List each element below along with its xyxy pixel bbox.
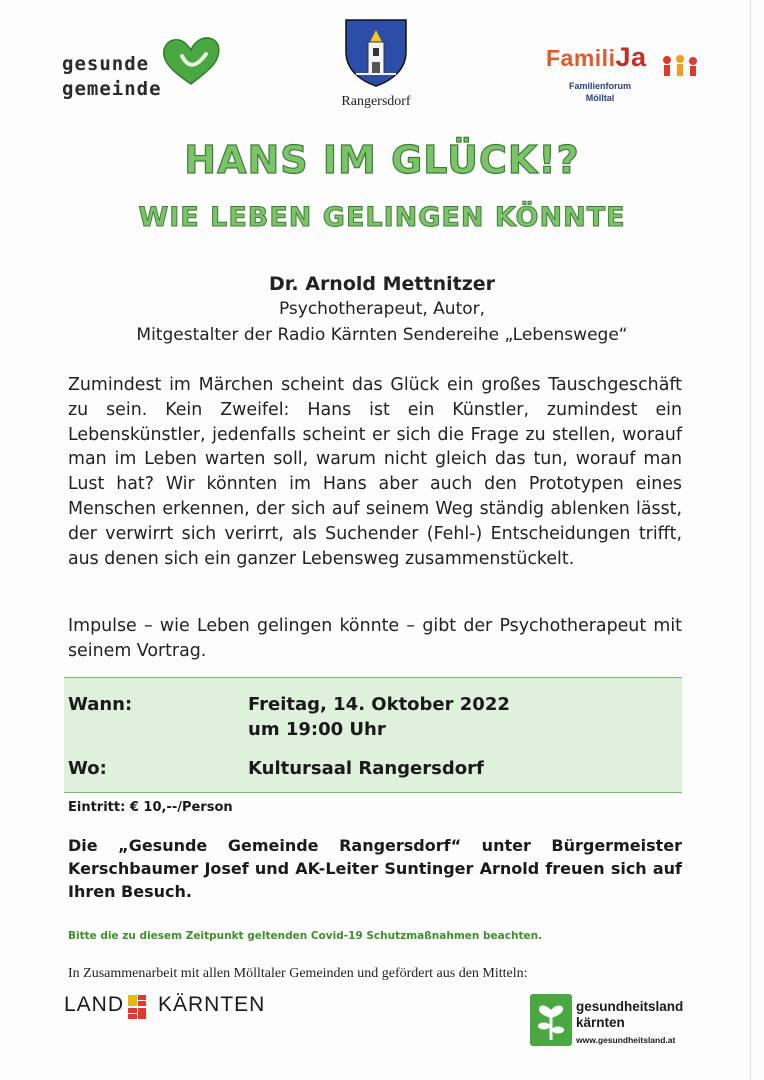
covid-note: Bitte die zu diesem Zeitpunkt geltenden Covid-19 Schutzmaßnahmen beachten. <box>68 930 543 942</box>
familija-subtitle <box>550 80 650 104</box>
event-info-box <box>64 677 682 793</box>
land-kaernten-mark-icon <box>126 995 148 1019</box>
familija-logo-word <box>546 42 647 73</box>
land-kaernten-kaernten: KÄRNTEN <box>158 993 266 1016</box>
when-time: um 19:00 Uhr <box>248 719 386 740</box>
main-title: HANS IM GLÜCK!? <box>184 138 580 182</box>
speaker-name: Dr. Arnold Mettnitzer <box>268 273 496 295</box>
land-kaernten-land: LAND <box>64 993 125 1016</box>
speaker-role-line2: Mitgestalter der Radio Kärnten Sendereihe „Lebenswege“ <box>136 325 628 345</box>
gesundheitsland-line2: kärnten <box>576 1015 625 1030</box>
gesunde-gemeinde-logo-text <box>62 52 162 102</box>
sub-title: WIE LEBEN GELINGEN KÖNNTE <box>138 202 626 233</box>
gesundheitsland-text <box>576 999 683 1031</box>
familija-ja: Ja <box>615 42 647 72</box>
familija-sub-line1: Familienforum <box>568 81 631 91</box>
where-value: Kultursaal Rangersdorf <box>248 758 484 779</box>
when-date: Freitag, 14. Oktober 2022 <box>248 694 510 715</box>
familija-word: Famili <box>546 45 616 71</box>
crest-label: Rangersdorf <box>341 94 411 109</box>
children-icon <box>660 52 700 82</box>
cooperation-text: In Zusammenarbeit mit allen Mölltaler Gemeinden und gefördert aus den Mitteln: <box>68 966 528 981</box>
body-paragraph-2: Impulse – wie Leben gelingen könnte – gibt der Psychotherapeut mit seinem Vortrag. <box>68 616 682 661</box>
gesunde-gemeinde-line1: gesunde <box>62 53 150 75</box>
body-paragraph-1: Zumindest im Märchen scheint das Glück ein großes Tauschgeschäft zu sein. Kein Zweifel: Hans ist ein Künstler, zumindest ein Lebenskünstler, jedenfalls scheint er sich die Frage zu stellen, worauf man im Leben warten soll, warum nicht gleich das tun, worauf man Lust hat? Wir könnten im Hans aber auch den Prototypen eines Menschen erkennen, der sich auf seinem Weg ständig ablenken lässt, der verwirrt sich verirrt, als Suchender (Fehl-) Entscheidungen trifft, aus denen sich ein ganzer Lebensweg zusammenstückelt. <box>68 375 682 569</box>
speaker-role-line1: Psychotherapeut, Autor, <box>278 299 486 319</box>
gesundheitsland-tree-icon <box>530 994 572 1046</box>
gesundheitsland-line1: gesundheitsland <box>576 999 684 1014</box>
where-label: Wo: <box>68 758 107 779</box>
heart-icon <box>160 36 222 88</box>
entry-fee: Eintritt: € 10,--/Person <box>68 800 233 815</box>
closing-text: Die „Gesunde Gemeinde Rangersdorf“ unter Bürgermeister Kerschbaumer Josef und AK-Leiter Suntinger Arnold freuen sich auf Ihren Besuch. <box>68 836 682 901</box>
gesundheitsland-url: www.gesundheitsland.at <box>576 1035 676 1045</box>
crest-icon <box>340 16 412 88</box>
familija-sub-line2: Mölltal <box>585 93 615 103</box>
gesunde-gemeinde-line2: gemeinde <box>62 78 162 100</box>
when-label: Wann: <box>68 694 133 715</box>
